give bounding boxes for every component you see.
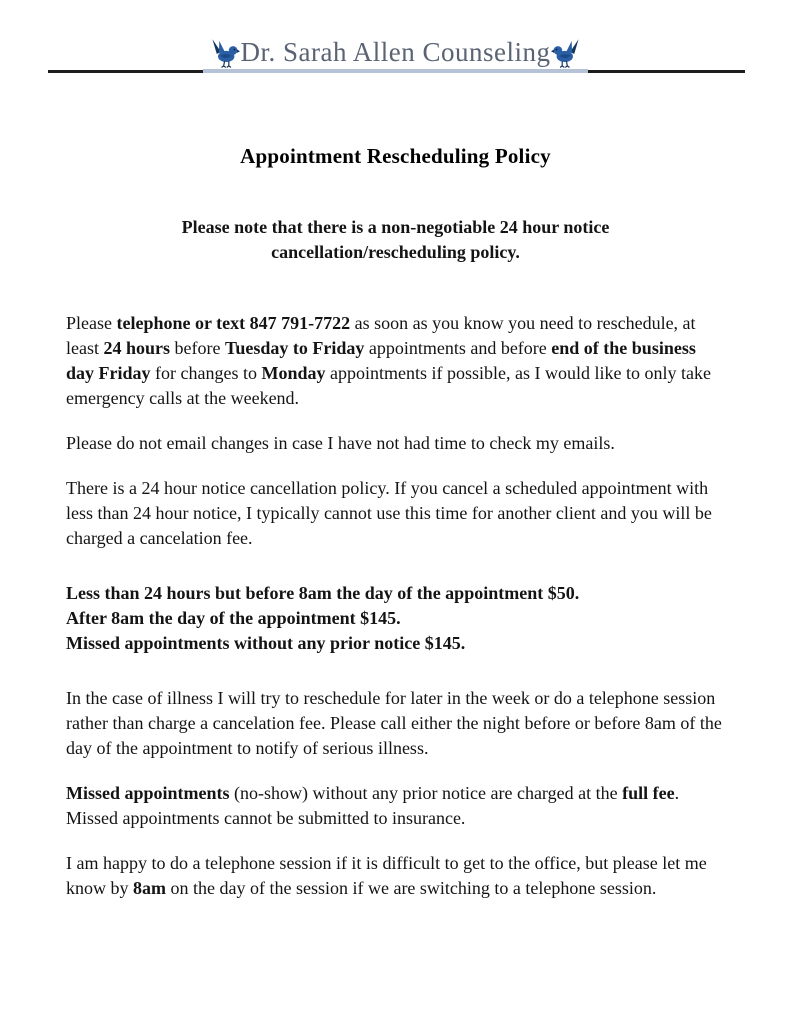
notice-paragraph: Please note that there is a non-negotiable 24 hour notice cancellation/rescheduling policy. [181,217,610,262]
fee-schedule: Less than 24 hours but before 8am the day of the appointment $50. After 8am the day of the appointment $145. Missed appointments without any prior notice $145. [66,583,580,653]
telephone-session-paragraph: I am happy to do a telephone session if it is difficult to get to the office, but please let me know by 8am on the day of the session if we are switching to a telephone session. [66,853,707,898]
missed-appointments-paragraph: Missed appointments (no-show) without any prior notice are charged at the full fee. Missed appointments cannot be submitted to insurance. [66,783,680,828]
bluebird-icon [209,38,240,68]
brand [203,36,589,73]
bluebird-icon [551,38,582,68]
letterhead [0,0,791,78]
email-note-paragraph: Please do not email changes in case I have not had time to check my emails. [66,433,615,453]
page-title: Appointment Rescheduling Policy [240,144,551,168]
brand-name: Dr. Sarah Allen Counseling [240,37,551,67]
intro-paragraph: Please telephone or text 847 791-7722 as soon as you know you need to reschedule, at least 24 hours before Tuesday to Friday appointments and before end of the business day Friday for changes to Monday appointments if possible, as I would like to only take emergency calls at the weekend. [66,313,711,408]
illness-paragraph: In the case of illness I will try to reschedule for later in the week or do a telephone session rather than charge a cancelation fee. Please call either the night before or before 8am of the day of the appointment to notify of serious illness. [66,688,722,758]
policy-document [0,144,791,901]
brand-row [0,36,791,73]
policy-paragraphs [66,215,725,901]
policy-detail-paragraph: There is a 24 hour notice cancellation policy. If you cancel a scheduled appointment with less than 24 hour notice, I typically cannot use this time for another client and you will be charged a cancelation fee. [66,478,712,548]
